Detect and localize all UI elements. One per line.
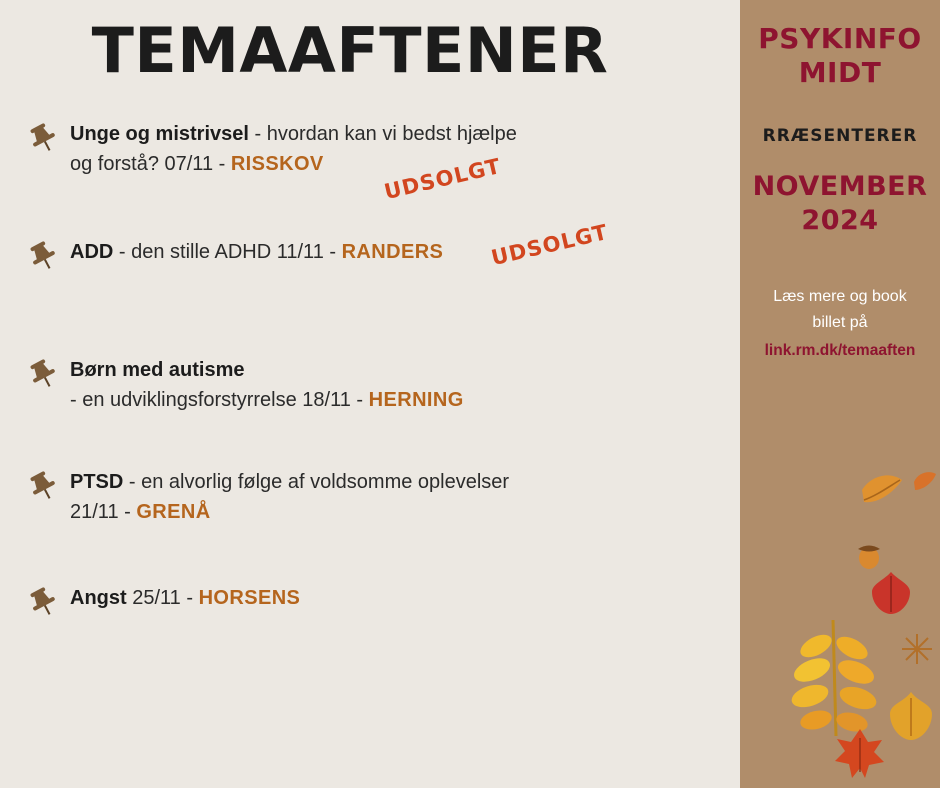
event-line xyxy=(70,467,720,497)
event-list xyxy=(0,119,740,647)
event-title: Børn med autisme xyxy=(70,359,245,381)
list-item xyxy=(0,467,740,531)
page-title: TEMAAFTENER xyxy=(91,14,609,87)
booking-line-2: billet på xyxy=(812,314,868,331)
event-line xyxy=(70,583,720,613)
list-item xyxy=(0,355,740,419)
brand-line-1: PSYKINFO xyxy=(758,22,922,55)
event-text xyxy=(70,355,720,415)
booking-info xyxy=(740,284,940,364)
brand-name xyxy=(740,22,940,90)
event-text xyxy=(70,119,720,205)
event-title: Angst xyxy=(70,587,127,609)
event-line xyxy=(70,119,720,149)
leaf-icon xyxy=(868,570,914,621)
pushpin-icon xyxy=(26,469,60,503)
leaf-icon xyxy=(886,690,936,747)
event-detail: - hvordan kan vi bedst hjælpe xyxy=(248,123,517,145)
event-detail: - den stille ADHD 11/11 - xyxy=(113,241,342,263)
event-line xyxy=(70,149,720,205)
pushpin-icon xyxy=(26,121,60,155)
event-city: RISSKOV xyxy=(230,153,324,175)
acorn-icon xyxy=(854,538,884,575)
event-detail: 21/11 - xyxy=(70,501,137,523)
leaf-icon xyxy=(778,612,888,747)
event-detail: og forstå? 07/11 - xyxy=(70,153,231,175)
leaf-icon xyxy=(832,726,888,787)
booking-link[interactable]: link.rm.dk/temaaften xyxy=(764,342,916,359)
status-badge: UDSOLGT xyxy=(381,153,504,205)
status-badge: UDSOLGT xyxy=(488,219,611,271)
leaf-icon xyxy=(858,470,906,515)
brand-line-2: MIDT xyxy=(798,56,882,89)
event-detail: - en alvorlig følge af voldsomme oplevelser xyxy=(123,471,510,493)
event-line xyxy=(70,219,720,271)
presents-label: RRÆSENTERER xyxy=(762,126,918,146)
year-label: 2024 xyxy=(801,205,879,236)
event-city: RANDERS xyxy=(341,241,444,263)
event-title: PTSD xyxy=(70,471,124,493)
booking-line-1: Læs mere og book xyxy=(773,288,907,305)
event-title: ADD xyxy=(70,241,114,263)
event-line xyxy=(70,385,720,415)
sidebar xyxy=(740,0,940,788)
event-city: HORSENS xyxy=(198,587,301,609)
event-city: GRENÅ xyxy=(136,501,211,523)
pushpin-icon xyxy=(26,239,60,273)
event-text xyxy=(70,219,720,271)
event-line xyxy=(70,497,720,527)
event-title: Unge og mistrivsel xyxy=(70,123,249,145)
list-item xyxy=(0,219,740,301)
month-label: NOVEMBER xyxy=(752,171,928,202)
event-line xyxy=(70,355,720,385)
event-city: HERNING xyxy=(368,389,464,411)
event-text xyxy=(70,467,720,527)
leaf-icon xyxy=(900,632,934,671)
event-text xyxy=(70,583,720,613)
pushpin-icon xyxy=(26,585,60,619)
event-detail: 25/11 - xyxy=(126,587,199,609)
pushpin-icon xyxy=(26,357,60,391)
list-item xyxy=(0,119,740,205)
event-detail: - en udviklingsforstyrrelse 18/11 - xyxy=(70,389,369,411)
leaf-icon xyxy=(912,468,938,499)
list-item xyxy=(0,583,740,647)
month-year xyxy=(740,170,940,238)
